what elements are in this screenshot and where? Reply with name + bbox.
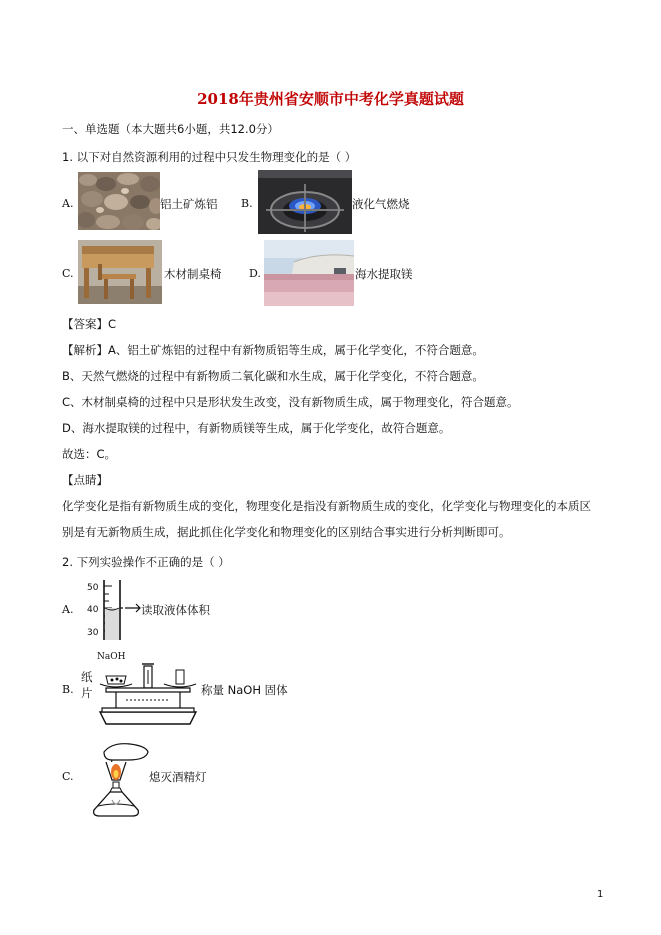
q1-option-b-letter: B.: [241, 197, 253, 210]
section-heading: 一、单选题（本大题共6小题，共12.0分）: [62, 122, 279, 136]
q1-analysis-line: C、木材制桌椅的过程中只是形状发生改变，没有新物质生成，属于物理变化，符合题意。: [62, 395, 519, 409]
q1-option-c-caption: 木材制桌椅: [164, 267, 222, 281]
q2-option-a-letter: A.: [62, 603, 74, 616]
balance-scale-diagram: [96, 660, 200, 728]
q2-option-c-caption: 熄灭酒精灯: [149, 770, 207, 784]
seawater-shore-photo: [264, 240, 354, 306]
ore-rock-photo: [78, 172, 160, 230]
label-naoh: NaOH: [97, 652, 126, 662]
q1-tip-text: 化学变化是指有新物质生成的变化，物理变化是指没有新物质生成的变化，化学变化与物理变化的本质区别是有无新物质生成，据此抓住化学变化和物理变化的区别结合事实进行分析判断即可。: [62, 499, 591, 539]
question-1-stem: 1. 以下对自然资源利用的过程中只发生物理变化的是（ ）: [62, 150, 357, 164]
gas-burner-photo: [258, 170, 352, 234]
q1-option-a-letter: A.: [62, 197, 74, 210]
q1-analysis-line: B、天然气燃烧的过程中有新物质二氧化碳和水生成，属于化学变化，不符合题意。: [62, 369, 484, 383]
q1-option-a-caption: 铝土矿炼铝: [160, 197, 218, 211]
q2-option-c-letter: C.: [62, 770, 74, 783]
q1-option-c-letter: C.: [62, 267, 74, 280]
q1-option-b-caption: 液化气燃烧: [352, 197, 410, 211]
q1-analysis-line: 【解析】A、铝土矿炼铝的过程中有新物质铝等生成，属于化学变化，不符合题意。: [62, 343, 484, 357]
q1-answer: 【答案】C: [62, 317, 117, 331]
q1-tip-label: 【点睛】: [62, 473, 108, 487]
q1-option-d-caption: 海水提取镁: [355, 267, 413, 281]
q1-choice: 故选：C。: [62, 447, 117, 461]
q2-option-b-letter: B.: [62, 683, 74, 696]
page-number: 1: [597, 889, 604, 900]
q2-option-b-caption: 称量 NaOH 固体: [201, 683, 288, 697]
question-2-stem: 2. 下列实验操作不正确的是（ ）: [62, 555, 230, 569]
label-paper-1: 纸: [81, 670, 93, 684]
page-title: 2018年贵州省安顺市中考化学真题试题: [197, 90, 464, 108]
wooden-desk-photo: [78, 240, 162, 304]
q1-analysis-line: D、海水提取镁的过程中，有新物质镁等生成，属于化学变化，故符合题意。: [62, 421, 451, 435]
label-paper-2: 片: [81, 686, 93, 700]
q2-option-a-caption: 读取液体体积: [141, 603, 210, 617]
q1-option-d-letter: D.: [249, 267, 261, 280]
alcohol-lamp-diagram: [82, 738, 154, 820]
cylinder-scale-50: 50: [87, 583, 99, 593]
cylinder-scale-30: 30: [87, 628, 99, 638]
cylinder-scale-40: 40: [87, 605, 99, 615]
